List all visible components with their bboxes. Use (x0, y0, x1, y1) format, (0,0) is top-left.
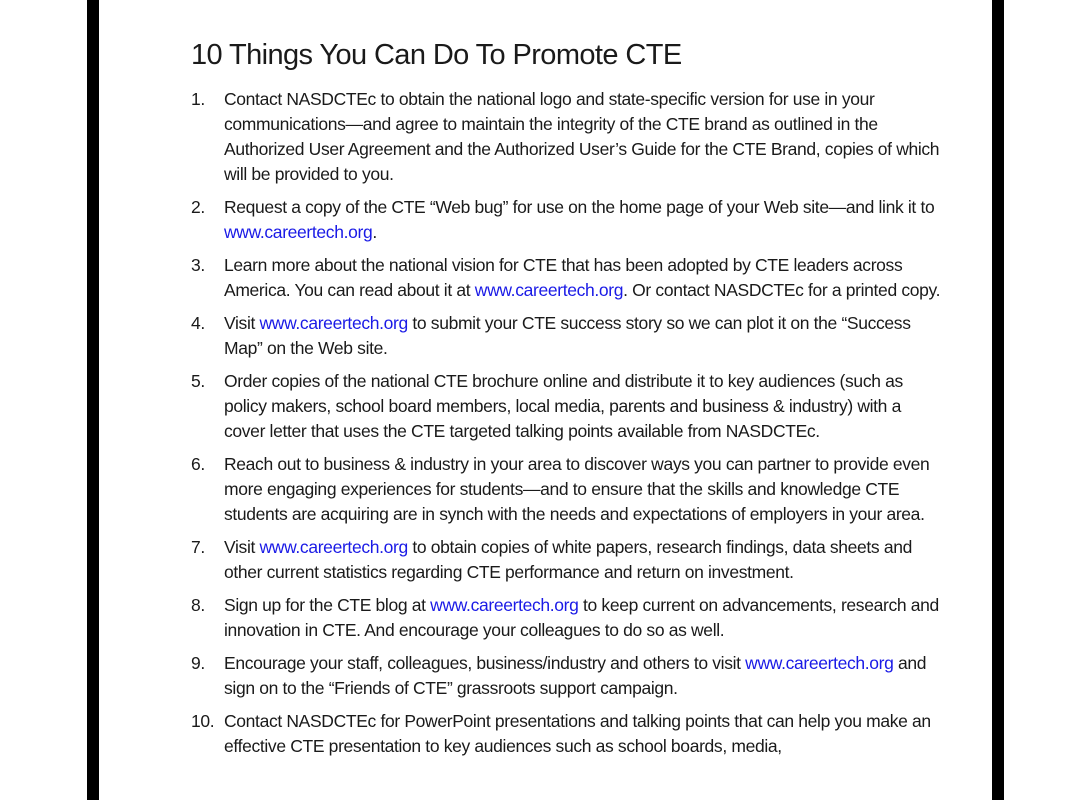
list-item-number: 7. (191, 537, 205, 557)
list-item (191, 87, 941, 187)
text-run: Order copies of the national CTE brochure online and distribute it to key audiences (such as policy makers, school board members, local media, parents and business & industry) with a cover letter that uses the CTE targeted talking points available from NASDCTEc. (224, 371, 903, 441)
list-item-text (224, 711, 931, 756)
list-item-number: 10. (191, 711, 215, 731)
list-item-text (224, 595, 939, 640)
text-run: to obtain copies of white papers, research findings, data sheets and other current statistics regarding CTE performance and return on investment. (224, 537, 912, 582)
text-run: Contact NASDCTEc for PowerPoint presentations and talking points that can help you make an effective CTE presentation to key audiences such as school boards, media, (224, 711, 931, 756)
list-item (191, 253, 941, 303)
list-item (191, 709, 941, 759)
text-run: Request a copy of the CTE “Web bug” for use on the home page of your Web site—and link it to (224, 197, 935, 217)
list-item (191, 369, 941, 444)
list-item-text (224, 89, 939, 184)
careertech-link[interactable]: www.careertech.org (745, 653, 894, 673)
text-run: to submit your CTE success story so we can plot it on the “Success Map” on the Web site. (224, 313, 911, 358)
text-run: Learn more about the national vision for CTE that has been adopted by CTE leaders across America. You can read about it at (224, 255, 903, 300)
list-item-text (224, 255, 940, 300)
text-run: . Or contact NASDCTEc for a printed copy. (623, 280, 941, 300)
list-item-text (224, 653, 926, 698)
text-run: Sign up for the CTE blog at (224, 595, 431, 615)
list-item-number: 1. (191, 89, 205, 109)
text-run: Contact NASDCTEc to obtain the national logo and state-specific version for use in your communications—and agree to maintain the integrity of the CTE brand as outlined in the Authorized User Agreement and the Authorized User’s Guide for the CTE Brand, copies of which will be provided to you. (224, 89, 940, 184)
list-item-number: 6. (191, 454, 205, 474)
list-item-number: 4. (191, 313, 205, 333)
list-item-number: 8. (191, 595, 205, 615)
list-item-text (224, 313, 911, 358)
text-run: and sign on to the “Friends of CTE” grassroots support campaign. (224, 653, 927, 698)
list-item (191, 651, 941, 701)
text-run: . (372, 222, 377, 242)
document-title: 10 Things You Can Do To Promote CTE (191, 39, 682, 71)
text-run: Encourage your staff, colleagues, business/industry and others to visit (224, 653, 746, 673)
list-item-number: 3. (191, 255, 205, 275)
careertech-link[interactable]: www.careertech.org (259, 313, 408, 333)
text-run: Visit (224, 537, 260, 557)
careertech-link[interactable]: www.careertech.org (259, 537, 408, 557)
list-item-text (224, 454, 929, 524)
list-item (191, 195, 941, 245)
page-border-right (992, 0, 1004, 800)
list-item (191, 452, 941, 527)
promotion-list (191, 87, 941, 759)
careertech-link[interactable]: www.careertech.org (224, 222, 373, 242)
list-item (191, 593, 941, 643)
list-item-number: 5. (191, 371, 205, 391)
text-run: Reach out to business & industry in your area to discover ways you can partner to provide even more engaging experiences for students—and to ensure that the skills and knowledge CTE students are acquiring are in synch with the needs and expectations of employers in your area. (224, 454, 930, 524)
list-item-number: 2. (191, 197, 205, 217)
list-item-text (224, 197, 934, 242)
list-item (191, 535, 941, 585)
careertech-link[interactable]: www.careertech.org (430, 595, 579, 615)
list-item (191, 311, 941, 361)
list-item-text (224, 371, 903, 441)
page-border-left (87, 0, 99, 800)
text-run: Visit (224, 313, 260, 333)
list-item-number: 9. (191, 653, 205, 673)
careertech-link[interactable]: www.careertech.org (474, 280, 624, 300)
list-item-text (224, 537, 912, 582)
text-run: to keep current on advancements, research and innovation in CTE. And encourage your colleagues to do so as well. (224, 595, 939, 640)
document-page (191, 36, 941, 767)
